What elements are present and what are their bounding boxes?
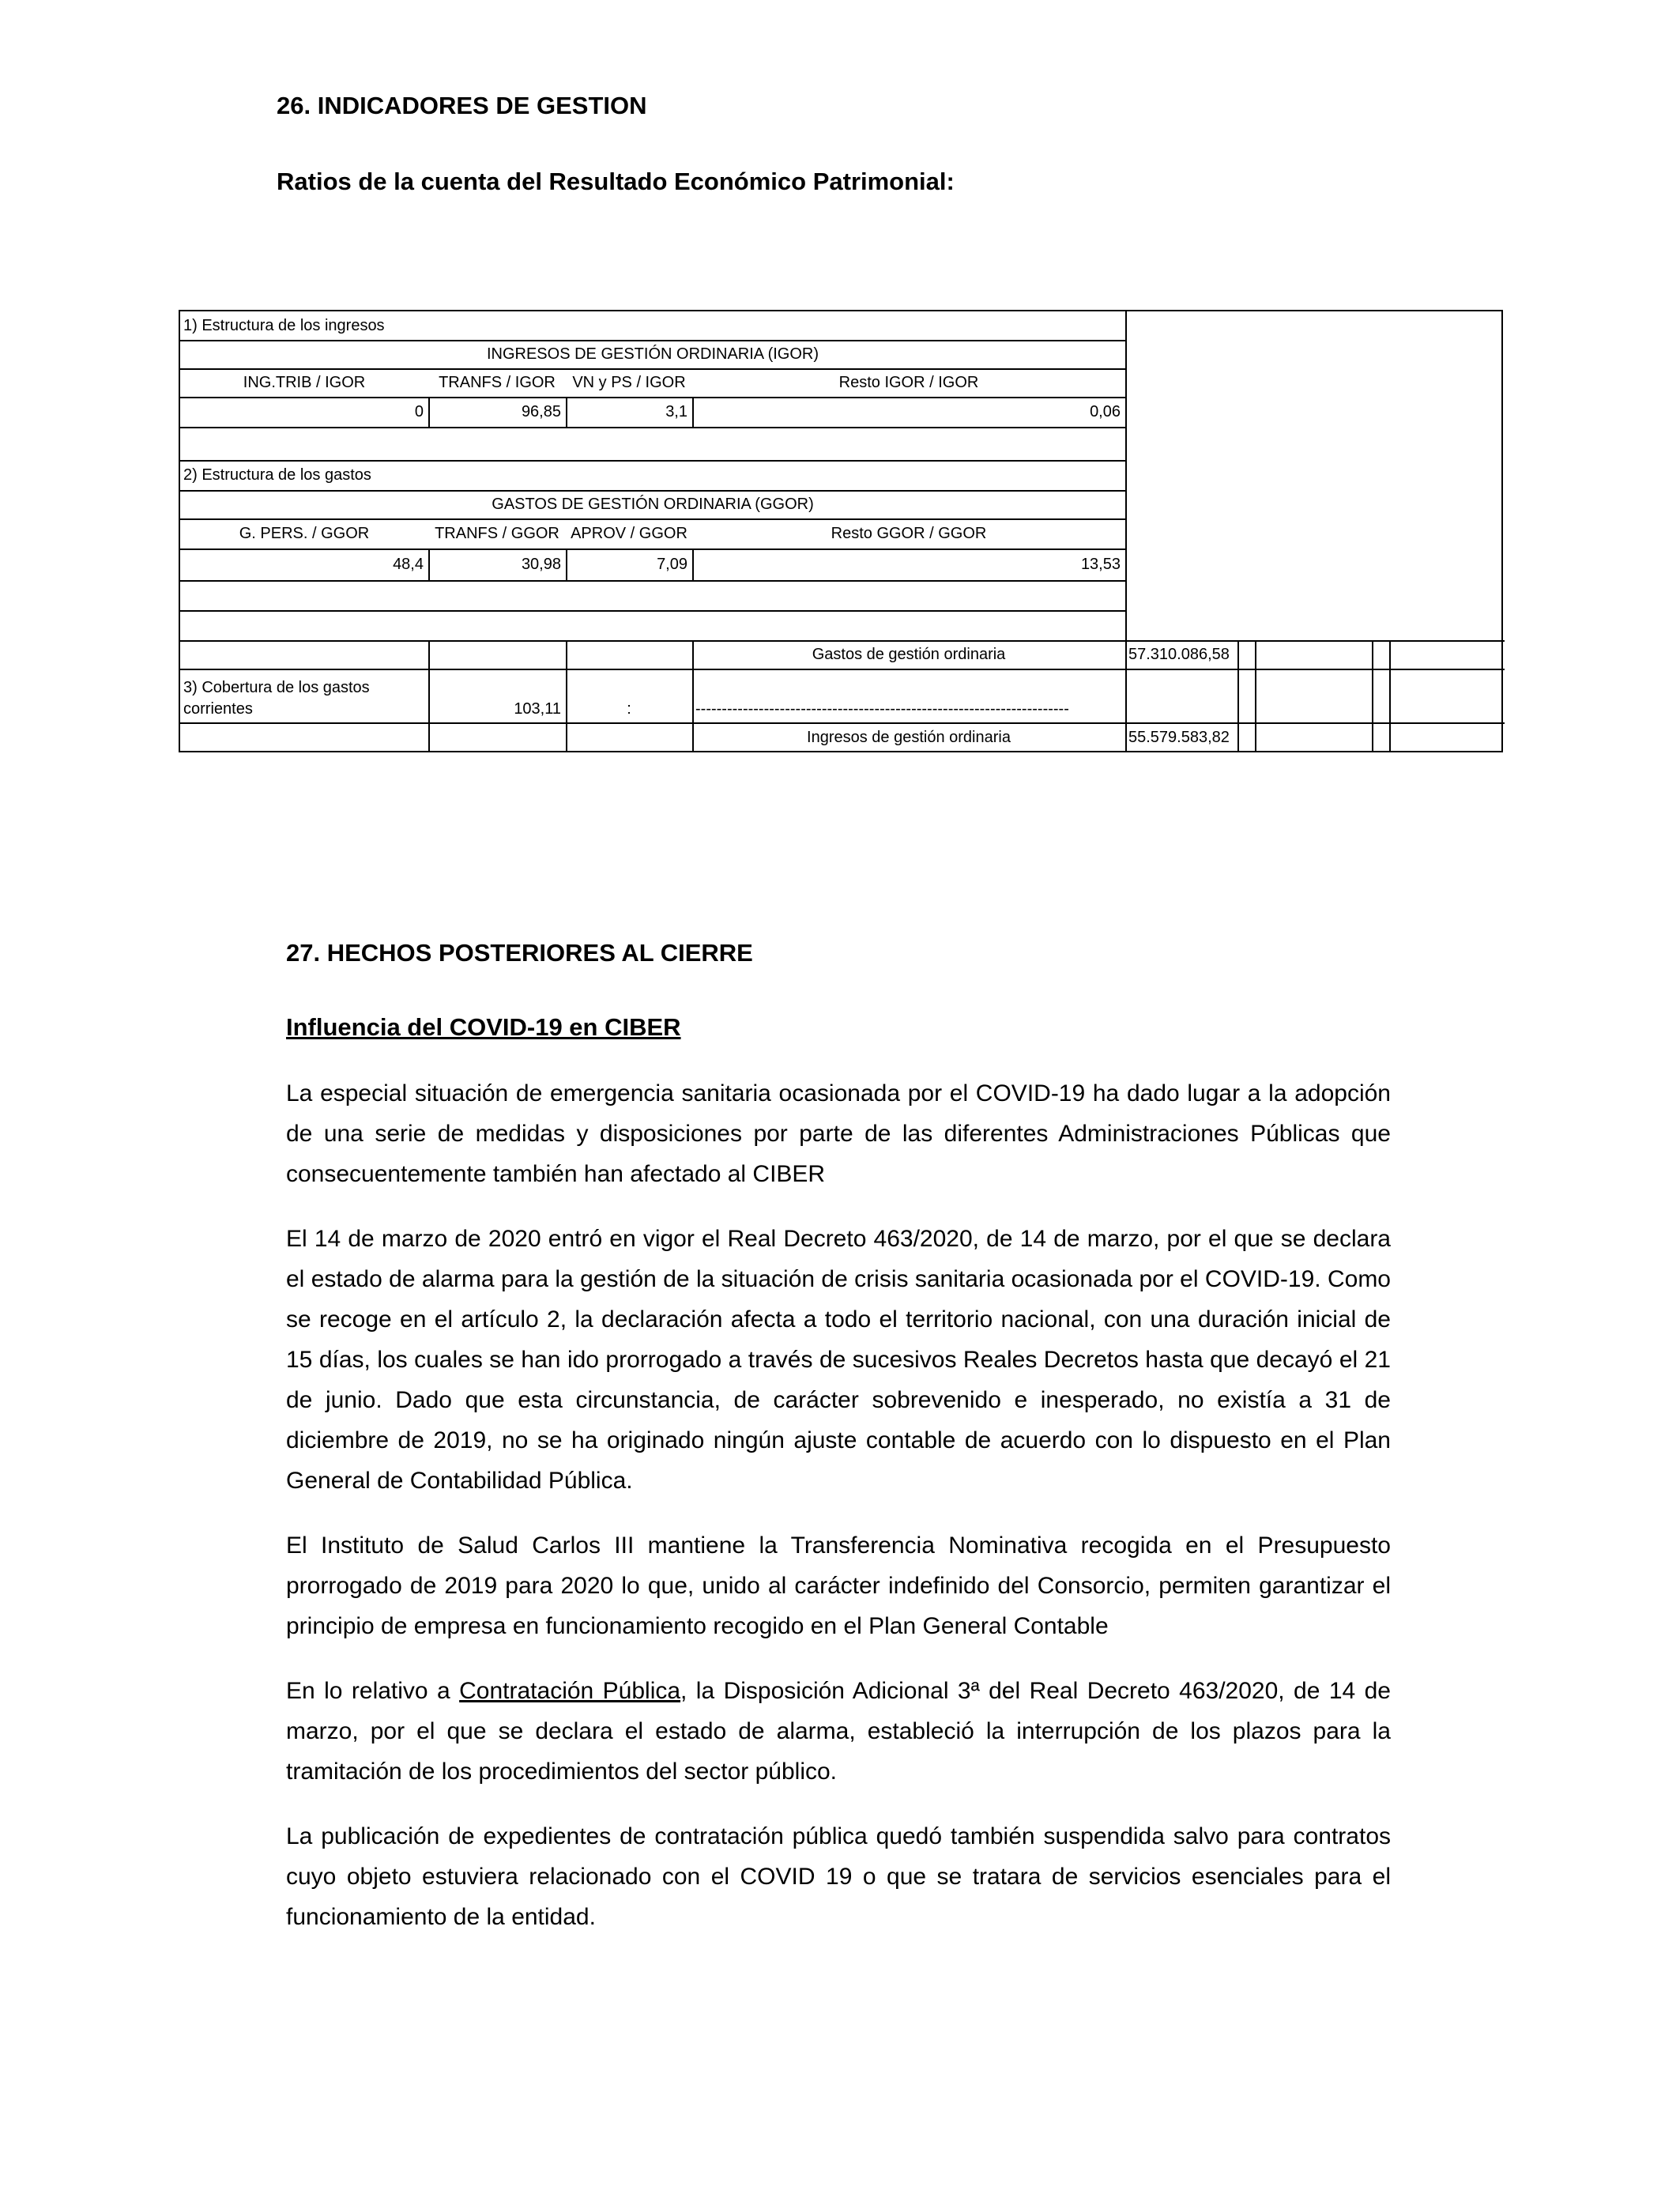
table-rule xyxy=(1389,640,1391,752)
paragraph-1: La especial situación de emergencia sanitaria ocasionada por el COVID-19 ha dado lugar a la adopción de una serie de medidas y disposiciones por parte de las diferentes Administraciones Públicas que consecuentemente también han afectado al CIBER xyxy=(286,1080,1391,1187)
column-header: Resto IGOR / IGOR xyxy=(838,374,979,391)
denominator-value: 55.579.583,82 xyxy=(1128,729,1230,746)
paragraph-4-lead: En lo relativo a xyxy=(286,1678,460,1704)
column-header: Resto GGOR / GGOR xyxy=(831,525,987,542)
section-26-title: 26. INDICADORES DE GESTION xyxy=(277,92,647,119)
table-rule xyxy=(1255,640,1256,752)
column-header: G. PERS. / GGOR xyxy=(239,525,370,542)
column-header: APROV / GGOR xyxy=(571,525,687,542)
numerator-value: 57.310.086,58 xyxy=(1128,646,1230,663)
column-header: TRANFS / IGOR xyxy=(439,374,556,391)
gastos-section-label: 2) Estructura de los gastos xyxy=(183,466,371,484)
cobertura-value: 103,11 xyxy=(514,700,561,718)
column-header: VN y PS / IGOR xyxy=(572,374,686,391)
ratio-value: 7,09 xyxy=(657,556,687,573)
table-rule xyxy=(1125,311,1127,752)
section-27-title: 27. HECHOS POSTERIORES AL CIERRE xyxy=(286,939,753,967)
table-rule xyxy=(1372,640,1373,752)
table-rule xyxy=(180,580,1125,582)
table-rule xyxy=(180,610,1125,612)
paragraph-2: El 14 de marzo de 2020 entró en vigor el Real Decreto 463/2020, de 14 de marzo, por el que se declara el estado de alarma para la gestión de la situación de crisis sanitaria ocasionada por el COVID-19. Como se recoge en el artículo 2, la declaración afecta a todo el territorio nacional, con una duración inicial de 15 días, los cuales se han ido prorrogado a través de sucesivos Reales Decretos hasta que decayó el 21 de junio. Dado que esta circunstancia, de carácter sobrevenido e inesperado, no existía a 31 de diciembre de 2019, no se ha originado ningún ajuste contable de acuerdo con lo dispuesto en el Plan General de Contabilidad Pública. xyxy=(286,1226,1391,1494)
ratio-value: 96,85 xyxy=(521,403,561,420)
ratio-value: 13,53 xyxy=(1080,556,1121,573)
table-rule xyxy=(180,427,1125,428)
gastos-group-header: GASTOS DE GESTIÓN ORDINARIA (GGOR) xyxy=(492,496,814,513)
paragraph-5: La publicación de expedientes de contratación pública quedó también suspendida salvo para contratos cuyo objeto estuviera relacionado con el COVID 19 o que se tratara de servicios esenciales para el funcionamiento de la entidad. xyxy=(286,1823,1391,1930)
section-26-subtitle: Ratios de la cuenta del Resultado Económico Patrimonial: xyxy=(277,168,955,195)
contratacion-publica-link: Contratación Pública xyxy=(459,1678,681,1704)
denominator-label: Ingresos de gestión ordinaria xyxy=(807,729,1011,746)
cobertura-section-label-cont: corrientes xyxy=(183,700,253,718)
column-header: TRANFS / GGOR xyxy=(435,525,559,542)
ratios-table xyxy=(179,310,1503,752)
column-header: ING.TRIB / IGOR xyxy=(243,374,366,391)
paragraph-4-rest: , la Disposición Adicional 3ª del Real Decreto 463/2020, de 14 de marzo, por el que se declara el estado de alarma, estableció la interrupción de los plazos para la tramitación de los procedimientos del sector público. xyxy=(286,1678,1391,1785)
ingresos-section-label: 1) Estructura de los ingresos xyxy=(183,317,385,334)
ingresos-group-header: INGRESOS DE GESTIÓN ORDINARIA (IGOR) xyxy=(486,345,819,363)
cobertura-colon: : xyxy=(627,700,631,718)
ratio-value: 30,98 xyxy=(521,556,561,573)
ratio-value: 0 xyxy=(414,403,424,420)
paragraph-4 xyxy=(286,1671,1391,1792)
numerator-label: Gastos de gestión ordinaria xyxy=(812,646,1006,663)
ratio-value: 3,1 xyxy=(665,403,687,420)
ratio-value: 0,06 xyxy=(1090,403,1121,420)
table-rule xyxy=(1237,640,1239,752)
cobertura-section-label: 3) Cobertura de los gastos xyxy=(183,679,370,696)
paragraph-3: El Instituto de Salud Carlos III mantiene la Transferencia Nominativa recogida en el Presupuesto prorrogado de 2019 para 2020 lo que, unido al carácter indefinido del Consorcio, permiten garantizar el principio de empresa en funcionamiento recogido en el Plan General Contable xyxy=(286,1532,1391,1639)
ratio-value: 48,4 xyxy=(393,556,424,573)
fraction-line: ----------------------------------------------------------------------- xyxy=(695,700,1069,718)
section-27-subtitle: Influencia del COVID-19 en CIBER xyxy=(286,1013,681,1041)
